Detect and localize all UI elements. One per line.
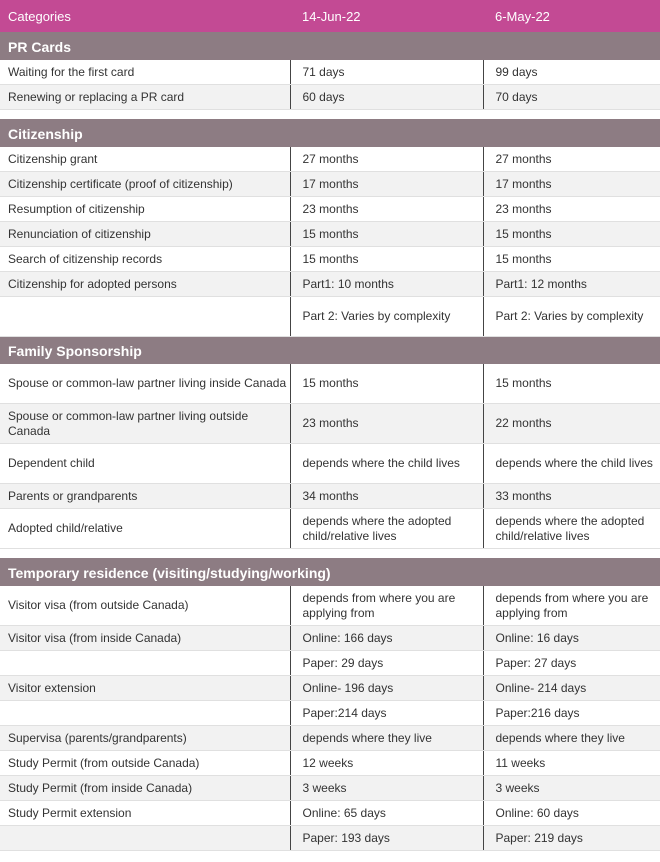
row-value-2: Part1: 12 months	[483, 272, 660, 297]
row-value-2: 23 months	[483, 197, 660, 222]
row-category: Renunciation of citizenship	[0, 222, 290, 247]
table-row	[0, 222, 660, 247]
row-value-1: Paper:214 days	[290, 701, 483, 726]
row-value-2: 15 months	[483, 247, 660, 272]
row-value-2: 22 months	[483, 404, 660, 444]
row-category: Adopted child/relative	[0, 509, 290, 549]
table-row	[0, 444, 660, 484]
row-value-1: Part 2: Varies by complexity	[290, 297, 483, 337]
row-value-2: 17 months	[483, 172, 660, 197]
row-category: Search of citizenship records	[0, 247, 290, 272]
row-value-2: 3 weeks	[483, 776, 660, 801]
row-value-1: 23 months	[290, 404, 483, 444]
row-value-1: Part1: 10 months	[290, 272, 483, 297]
row-value-2: Online- 214 days	[483, 676, 660, 701]
row-value-1: 15 months	[290, 364, 483, 404]
table-row	[0, 509, 660, 549]
table-row	[0, 297, 660, 337]
section-header: PR Cards	[0, 33, 660, 61]
header-date-1: 14-Jun-22	[290, 0, 483, 33]
row-category	[0, 826, 290, 851]
row-value-1: Paper: 193 days	[290, 826, 483, 851]
row-category: Study Permit (from outside Canada)	[0, 751, 290, 776]
table-row	[0, 586, 660, 626]
table-row	[0, 272, 660, 297]
table-row	[0, 147, 660, 172]
table-header	[0, 0, 660, 33]
row-value-2: 70 days	[483, 85, 660, 110]
row-value-2: 33 months	[483, 484, 660, 509]
row-value-1: depends from where you are applying from	[290, 586, 483, 626]
row-category: Citizenship for adopted persons	[0, 272, 290, 297]
row-value-2: 11 weeks	[483, 751, 660, 776]
row-value-1: 15 months	[290, 247, 483, 272]
row-value-1: Online- 196 days	[290, 676, 483, 701]
row-value-1: 71 days	[290, 60, 483, 85]
row-category: Spouse or common-law partner living outside Canada	[0, 404, 290, 444]
table-row	[0, 726, 660, 751]
row-category: Renewing or replacing a PR card	[0, 85, 290, 110]
row-category: Visitor visa (from inside Canada)	[0, 626, 290, 651]
row-category: Visitor extension	[0, 676, 290, 701]
row-value-2: Paper:216 days	[483, 701, 660, 726]
row-category	[0, 701, 290, 726]
table-row	[0, 85, 660, 110]
row-value-1: 17 months	[290, 172, 483, 197]
row-value-2: Online: 16 days	[483, 626, 660, 651]
table-row	[0, 60, 660, 85]
section-header: Citizenship	[0, 120, 660, 148]
row-category: Study Permit (from inside Canada)	[0, 776, 290, 801]
row-category: Resumption of citizenship	[0, 197, 290, 222]
row-category	[0, 651, 290, 676]
table-row	[0, 364, 660, 404]
table-row	[0, 247, 660, 272]
table-row	[0, 404, 660, 444]
row-value-1: depends where the adopted child/relative lives	[290, 509, 483, 549]
table-row	[0, 826, 660, 851]
table-row	[0, 776, 660, 801]
row-value-1: 15 months	[290, 222, 483, 247]
row-category: Spouse or common-law partner living inside Canada	[0, 364, 290, 404]
section-header: Temporary residence (visiting/studying/working)	[0, 559, 660, 587]
row-value-2: depends where the child lives	[483, 444, 660, 484]
row-value-2: 15 months	[483, 364, 660, 404]
row-category: Supervisa (parents/grandparents)	[0, 726, 290, 751]
row-value-2: Paper: 27 days	[483, 651, 660, 676]
row-value-2: depends where they live	[483, 726, 660, 751]
row-value-1: 34 months	[290, 484, 483, 509]
table-row	[0, 701, 660, 726]
table-row	[0, 751, 660, 776]
row-value-2: 15 months	[483, 222, 660, 247]
row-value-1: Online: 166 days	[290, 626, 483, 651]
table-row	[0, 484, 660, 509]
row-value-2: Online: 60 days	[483, 801, 660, 826]
row-value-2: Part 2: Varies by complexity	[483, 297, 660, 337]
row-value-1: depends where the child lives	[290, 444, 483, 484]
row-value-1: 27 months	[290, 147, 483, 172]
section-gap	[0, 110, 660, 120]
header-date-2: 6-May-22	[483, 0, 660, 33]
row-value-1: depends where they live	[290, 726, 483, 751]
table-row	[0, 676, 660, 701]
row-value-1: 23 months	[290, 197, 483, 222]
section-header: Family Sponsorship	[0, 337, 660, 365]
row-value-1: 60 days	[290, 85, 483, 110]
row-category: Visitor visa (from outside Canada)	[0, 586, 290, 626]
table-row	[0, 197, 660, 222]
header-categories: Categories	[0, 0, 290, 33]
row-value-1: 3 weeks	[290, 776, 483, 801]
row-category	[0, 297, 290, 337]
row-category: Dependent child	[0, 444, 290, 484]
row-value-1: 12 weeks	[290, 751, 483, 776]
row-value-2: depends from where you are applying from	[483, 586, 660, 626]
row-category: Waiting for the first card	[0, 60, 290, 85]
row-value-2: Paper: 219 days	[483, 826, 660, 851]
row-category: Study Permit extension	[0, 801, 290, 826]
row-value-2: 99 days	[483, 60, 660, 85]
table-row	[0, 626, 660, 651]
table-row	[0, 651, 660, 676]
row-category: Citizenship certificate (proof of citizenship)	[0, 172, 290, 197]
row-value-2: depends where the adopted child/relative lives	[483, 509, 660, 549]
row-category: Citizenship grant	[0, 147, 290, 172]
table-row	[0, 801, 660, 826]
section-gap	[0, 549, 660, 559]
table-row	[0, 172, 660, 197]
row-category: Parents or grandparents	[0, 484, 290, 509]
row-value-2: 27 months	[483, 147, 660, 172]
row-value-1: Online: 65 days	[290, 801, 483, 826]
row-value-1: Paper: 29 days	[290, 651, 483, 676]
